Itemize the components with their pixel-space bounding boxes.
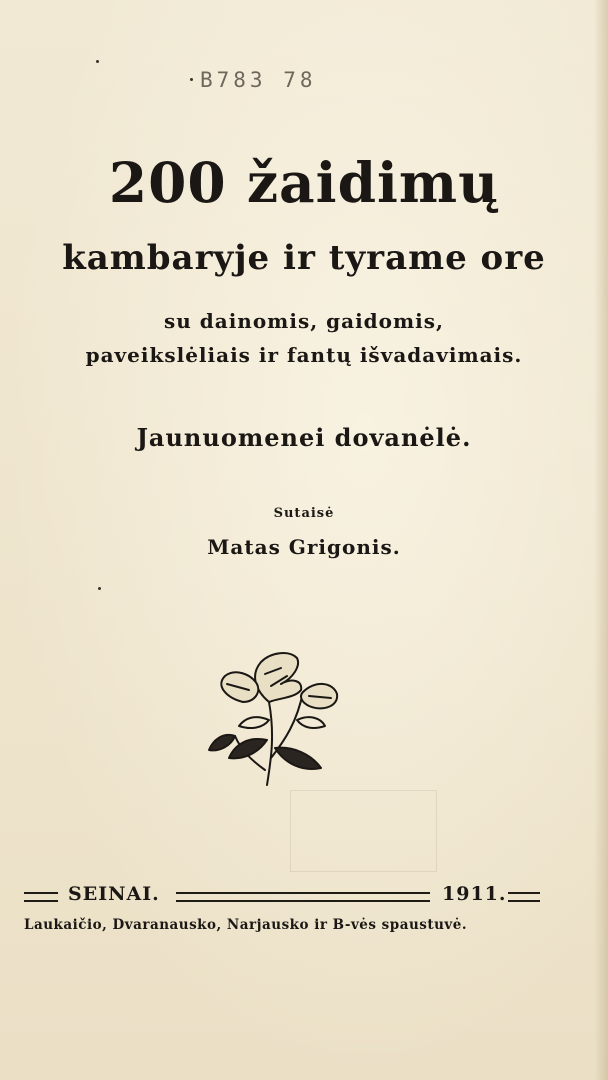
printer-line: Laukaičio, Dvaranausko, Narjausko ir B-vės spaustuvė. (24, 917, 468, 933)
ink-speck (190, 78, 193, 81)
double-rule (176, 892, 430, 902)
double-rule (508, 892, 540, 902)
imprint-line (24, 884, 544, 910)
catalog-number: B783 78 (200, 68, 317, 92)
compiled-by-label: Sutaisė (273, 506, 335, 521)
faint-stamp-outline (290, 790, 437, 872)
imprint-year: 1911. (442, 883, 507, 905)
ink-speck (98, 587, 101, 590)
title-line-1: 200 žaidimų (108, 150, 500, 215)
subtitle-line-1: su dainomis, gaidomis, (164, 309, 444, 333)
ink-speck (96, 60, 99, 63)
imprint-place: SEINAI. (68, 883, 160, 905)
subtitle-line-2: paveikslėliais ir fantų išvadavimais. (85, 343, 523, 367)
title-line-2: kambaryje ir tyrame ore (62, 238, 546, 278)
flower-sprig-icon (205, 640, 345, 790)
double-rule (24, 892, 58, 902)
author-name: Matas Grigonis. (207, 535, 401, 559)
dedication: Jaunuomenei dovanėlė. (136, 423, 472, 452)
